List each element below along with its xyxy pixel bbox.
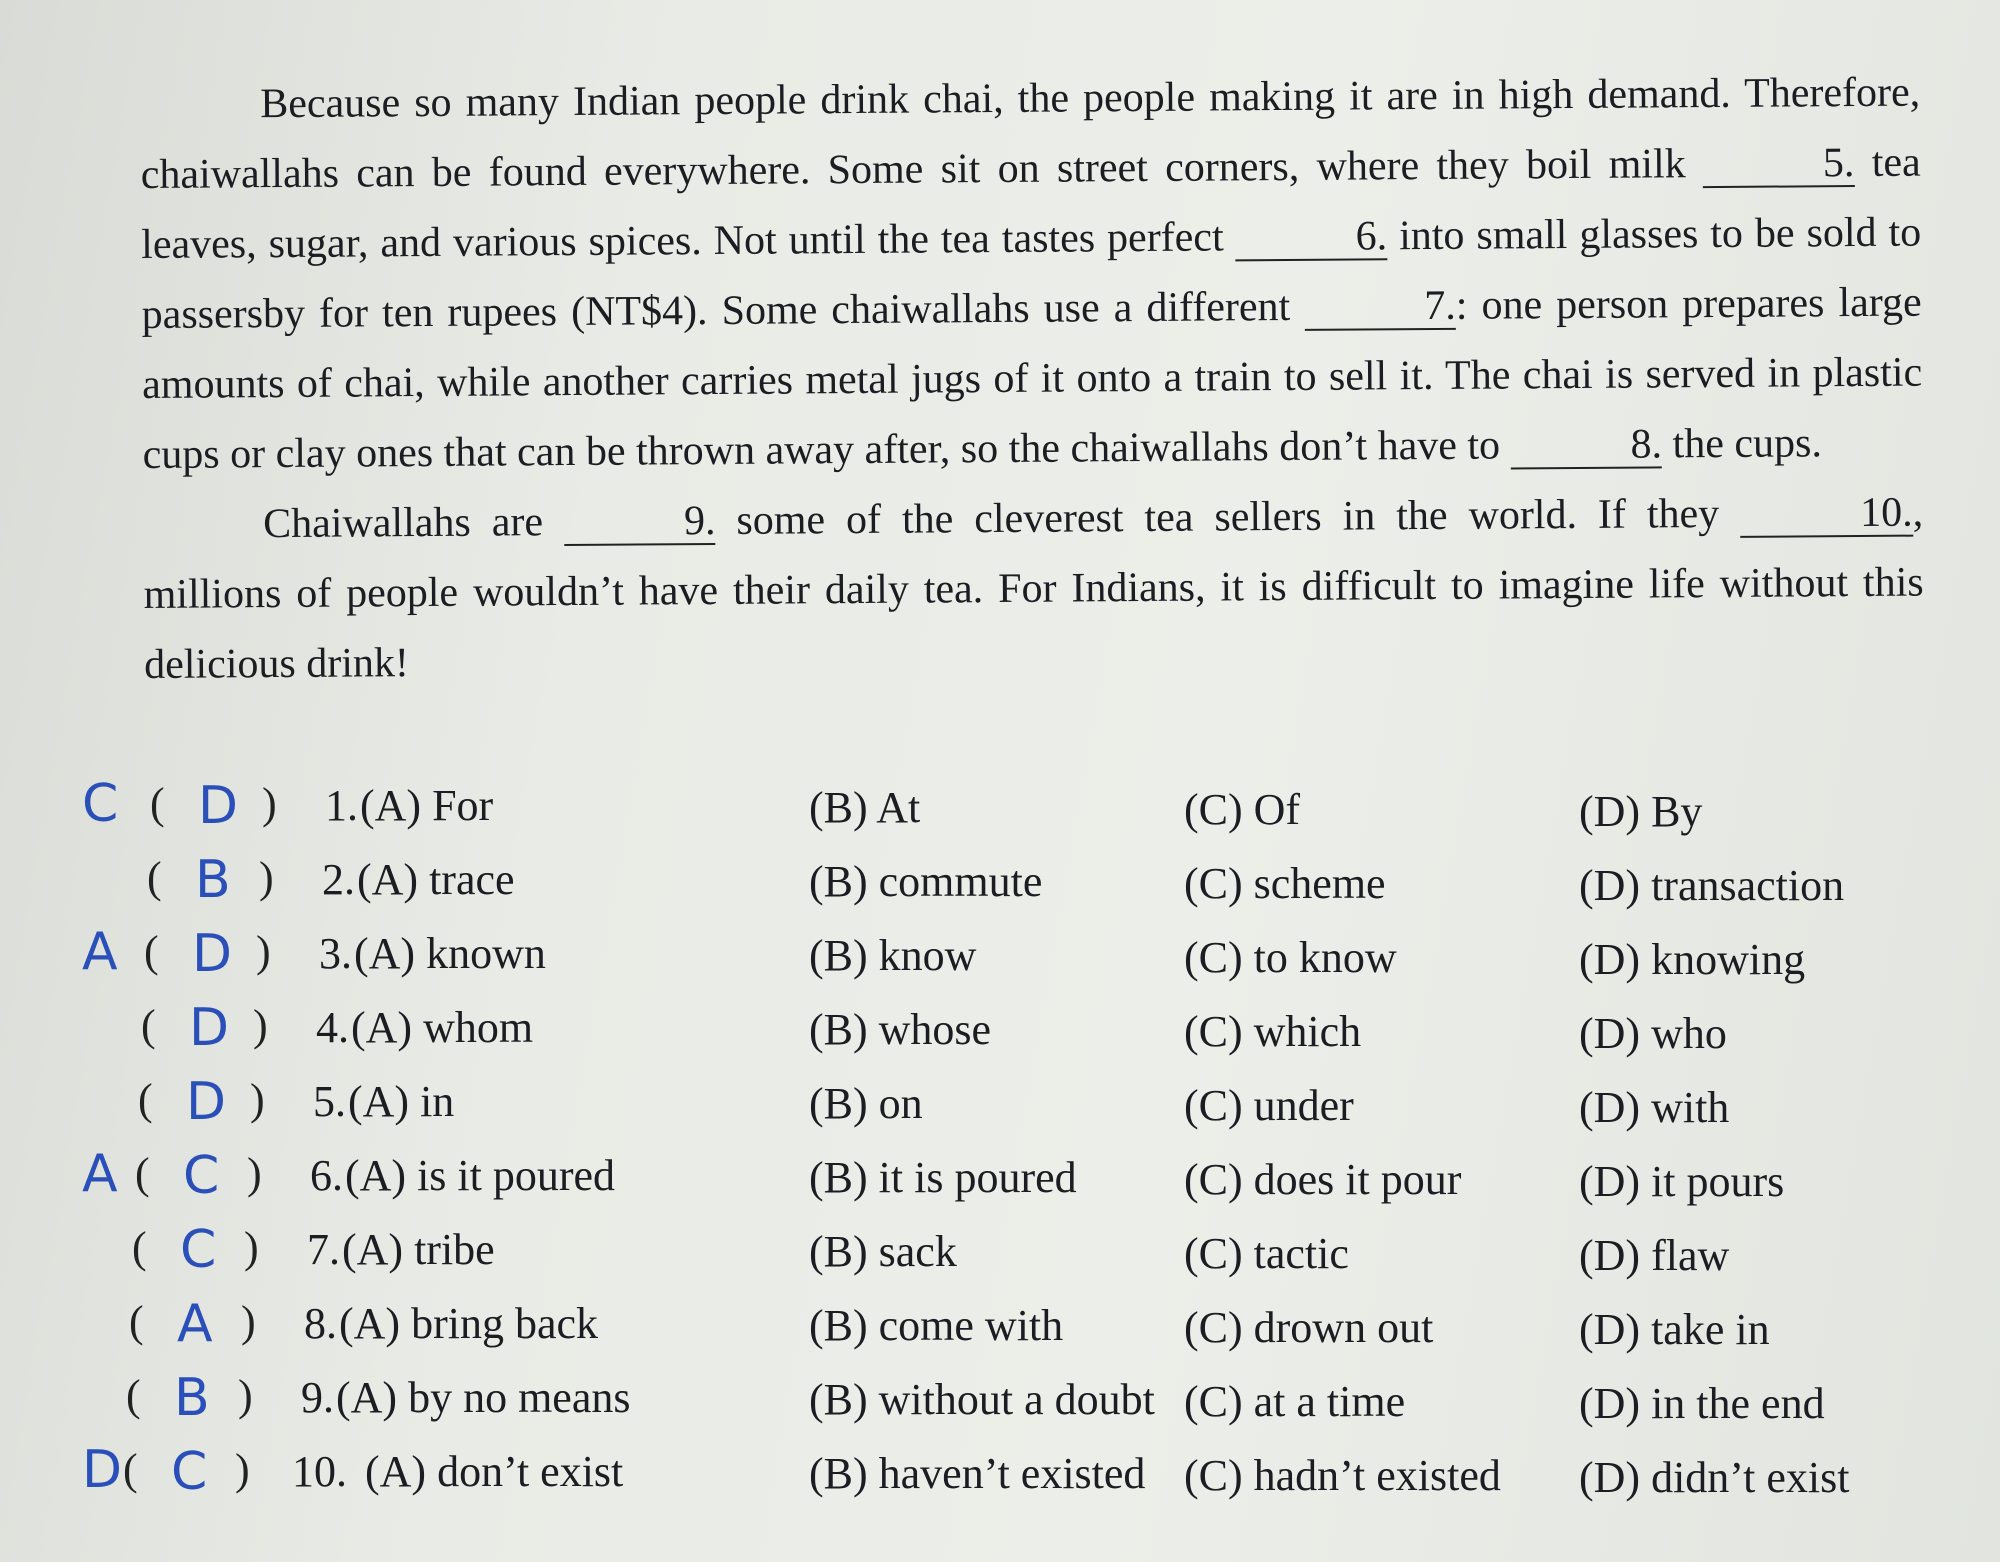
answer-paren-open: ( [129,1297,144,1346]
passage-text: : one person prepares large amounts of chai, while another carries metal jugs of it onto a train to sell it. The chai is served in plastic cups or clay ones that can be thrown away after, so the chaiwallahs don’t have to [142,279,1923,478]
answer-paren-open: ( [135,1149,150,1198]
answer-paren-open: ( [141,1001,156,1050]
handwritten-answer: C [180,1220,217,1280]
answer-paren-close: ) [250,1075,265,1124]
answer-paren-close: ) [247,1149,262,1198]
question-row [0,1436,2000,1510]
option-a: (A) is it poured [345,1151,616,1200]
blank-10: 10. [1740,491,1913,538]
answer-paren-open: ( [150,779,165,828]
option-b: (B) come with [809,1301,1064,1350]
option-d: (D) knowing [1579,935,1806,984]
handwritten-answer: D [192,924,233,984]
option-a: (A) For [360,781,494,830]
answer-paren-close: ) [244,1223,259,1272]
handwritten-answer: D [198,776,239,836]
question-number: 5. [313,1077,346,1126]
option-d: (D) transaction [1579,861,1845,910]
passage-text: some of the cleverest tea sellers in the world. If they [736,490,1720,544]
passage-text: into small glasses to be sold to passersby for ten rupees (NT$4). Some chaiwallahs use a different [141,209,1922,338]
option-b: (B) whose [809,1005,992,1054]
question-number: 4. [316,1003,349,1052]
question-number: 10. [292,1447,347,1496]
option-a: (A) known [354,929,546,978]
question-number: 1. [325,781,358,830]
option-d: (D) take in [1579,1305,1770,1354]
option-b: (B) it is poured [809,1153,1077,1202]
question-number: 3. [319,929,352,978]
option-a: (A) by no means [336,1373,631,1422]
answer-paren-close: ) [235,1445,250,1494]
question-row [0,1066,2000,1140]
question-number: 2. [322,855,355,904]
answer-paren-close: ) [241,1297,256,1346]
question-number: 6. [310,1151,343,1200]
answer-paren-open: ( [138,1075,153,1124]
option-b: (B) At [809,783,921,832]
option-c: (C) drown out [1184,1303,1434,1352]
answer-paren-close: ) [256,927,271,976]
option-a: (A) tribe [342,1225,495,1274]
question-row [0,1288,2000,1362]
option-a: (A) don’t exist [365,1447,624,1496]
reading-passage [140,58,1924,700]
handwritten-correction: A [82,1144,118,1204]
question-row [0,1362,2000,1436]
question-row [0,1214,2000,1288]
option-c: (C) under [1184,1081,1354,1130]
option-c: (C) Of [1184,785,1301,834]
blank-6: 6. [1235,214,1387,261]
option-d: (D) By [1579,787,1703,836]
answer-paren-open: ( [147,853,162,902]
handwritten-answer: C [183,1146,220,1206]
question-number: 9. [301,1373,334,1422]
question-number: 8. [304,1299,337,1348]
option-b: (B) sack [809,1227,957,1276]
question-row [0,992,2000,1066]
option-d: (D) didn’t exist [1579,1453,1850,1502]
option-a: (A) bring back [339,1299,599,1348]
option-b: (B) haven’t existed [809,1449,1146,1498]
blank-5: 5. [1703,141,1855,188]
option-c: (C) to know [1184,933,1397,982]
handwritten-answer: C [171,1442,208,1502]
question-row [0,770,2000,844]
option-c: (C) scheme [1184,859,1386,908]
answer-paren-close: ) [253,1001,268,1050]
option-b: (B) know [809,931,977,980]
blank-8: 8. [1510,422,1662,469]
option-b: (B) on [809,1079,923,1128]
handwritten-answer: B [195,850,231,910]
handwritten-answer: B [174,1368,210,1428]
blank-7: 7. [1304,284,1456,331]
answer-paren-close: ) [238,1371,253,1420]
handwritten-answer: D [189,998,230,1058]
passage-text: Chaiwallahs are [263,499,544,548]
question-row [0,844,2000,918]
answer-paren-open: ( [123,1445,138,1494]
answer-paren-close: ) [259,853,274,902]
question-number: 7. [307,1225,340,1274]
option-d: (D) it pours [1579,1157,1785,1206]
option-d: (D) with [1579,1083,1730,1132]
passage-text: , millions of people wouldn’t have their daily tea. For Indians, it is difficult to imagine life without this delicious drink! [143,489,1924,688]
option-c: (C) hadn’t existed [1184,1451,1501,1500]
paragraph-2 [143,478,1924,700]
option-c: (C) which [1184,1007,1362,1056]
option-c: (C) does it pour [1184,1155,1462,1204]
option-d: (D) who [1579,1009,1727,1058]
handwritten-answer: A [177,1294,213,1354]
blank-9: 9. [564,499,716,546]
answer-paren-open: ( [144,927,159,976]
question-row [0,918,2000,992]
passage-text: Because so many Indian people drink chai, the people making it are in high demand. Therefore, chaiwallahs can be found everywhere. Some sit on street corners, where they boil milk [140,69,1921,198]
option-d: (D) in the end [1579,1379,1825,1428]
option-d: (D) flaw [1579,1231,1730,1280]
handwritten-correction: C [82,774,119,834]
handwritten-correction: D [82,1440,123,1500]
answer-paren-close: ) [262,779,277,828]
option-b: (B) commute [809,857,1043,906]
handwritten-answer: D [186,1072,227,1132]
question-row [0,1140,2000,1214]
answer-paren-open: ( [126,1371,141,1420]
option-a: (A) trace [357,855,515,904]
answer-paren-open: ( [132,1223,147,1272]
handwritten-correction: A [82,922,118,982]
option-c: (C) tactic [1184,1229,1349,1278]
passage-text: the cups. [1672,420,1823,468]
option-b: (B) without a doubt [809,1375,1155,1424]
paragraph-1 [140,58,1923,490]
option-c: (C) at a time [1184,1377,1406,1426]
passage-text: tea leaves, sugar, and various spices. Not until the tea tastes perfect [141,139,1921,268]
option-a: (A) whom [351,1003,534,1052]
option-a: (A) in [348,1077,455,1126]
